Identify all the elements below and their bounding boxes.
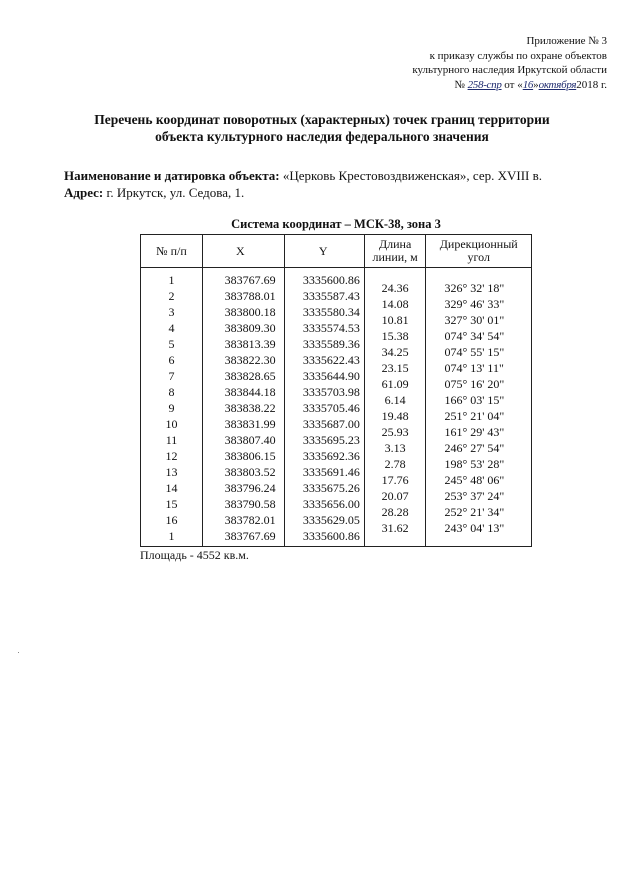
title-line-2: объекта культурного наследия федерального значения — [155, 129, 489, 144]
x-coordinate: 383828.65 — [224, 369, 276, 383]
point-number: 13 — [165, 465, 178, 479]
line-length: 2.78 — [384, 457, 406, 471]
point-number: 4 — [168, 321, 175, 335]
direction-angle: 166° 03' 15" — [444, 393, 505, 407]
line-length: 3.13 — [384, 441, 406, 455]
x-value-list — [203, 272, 276, 544]
point-number: 15 — [165, 497, 178, 511]
order-number-handwritten: 258-спр — [467, 78, 502, 91]
x-coordinate: 383831.99 — [224, 417, 276, 431]
header-length-line-1: Длина — [378, 237, 412, 251]
x-coordinate: 383822.30 — [224, 353, 276, 367]
point-number: 6 — [168, 353, 175, 367]
column-point-numbers — [141, 268, 203, 547]
point-number: 10 — [165, 417, 178, 431]
line-length: 34.25 — [381, 345, 409, 359]
angle-value-list — [426, 272, 531, 536]
appendix-line-2: к приказу службы по охране объектов — [429, 49, 607, 62]
y-coordinate: 3335600.86 — [302, 273, 360, 287]
direction-angle: 252° 21' 34" — [444, 505, 505, 519]
x-coordinate: 383800.18 — [224, 305, 276, 319]
object-name-label: Наименование и датировка объекта: — [64, 168, 280, 183]
y-coordinate: 3335692.36 — [302, 449, 360, 463]
direction-angle: 253° 37' 24" — [444, 489, 505, 503]
point-number: 2 — [168, 289, 175, 303]
coordinates-table — [140, 234, 532, 547]
document-title — [40, 111, 604, 145]
direction-angle: 246° 27' 54" — [444, 441, 505, 455]
order-day-handwritten: 16 — [522, 78, 534, 91]
order-month-sep: » — [533, 78, 539, 91]
y-coordinate: 3335580.34 — [302, 305, 360, 319]
y-coordinate: 3335622.43 — [302, 353, 360, 367]
object-info — [64, 167, 542, 201]
direction-angle: 327° 30' 01" — [444, 313, 505, 327]
table-body-row — [141, 268, 532, 547]
x-coordinate: 383782.01 — [224, 513, 276, 527]
direction-angle: 074° 13' 11" — [444, 361, 504, 375]
x-coordinate: 383844.18 — [224, 385, 276, 399]
column-y — [284, 268, 364, 547]
point-number-list — [141, 272, 202, 544]
direction-angle: 075° 16' 20" — [444, 377, 505, 391]
point-number: 16 — [165, 513, 178, 527]
order-month-handwritten: октября — [538, 78, 577, 91]
line-length: 24.36 — [381, 281, 409, 295]
appendix-line-3: культурного наследия Иркутской области — [412, 64, 607, 76]
header-angle-line-2: угол — [467, 250, 490, 264]
line-length: 28.28 — [381, 505, 409, 519]
direction-angle: 326° 32' 18" — [444, 281, 505, 295]
object-address-label: Адрес: — [64, 185, 104, 200]
column-length — [364, 268, 426, 547]
x-coordinate: 383838.22 — [224, 401, 276, 415]
y-coordinate: 3335691.46 — [302, 465, 360, 479]
point-number: 5 — [168, 337, 175, 351]
object-address-value: г. Иркутск, ул. Седова, 1. — [103, 185, 245, 200]
y-coordinate: 3335600.86 — [302, 529, 360, 543]
point-number: 12 — [165, 449, 178, 463]
x-coordinate: 383809.30 — [224, 321, 276, 335]
line-length: 14.08 — [381, 297, 409, 311]
line-length: 61.09 — [381, 377, 409, 391]
x-coordinate: 383767.69 — [224, 529, 276, 543]
x-coordinate: 383767.69 — [224, 273, 276, 287]
y-coordinate: 3335629.05 — [302, 513, 360, 527]
appendix-order-line — [412, 78, 607, 93]
appendix-line-1: Приложение № 3 — [526, 35, 607, 47]
y-coordinate: 3335644.90 — [302, 369, 360, 383]
point-number: 3 — [168, 305, 175, 319]
header-length — [364, 235, 426, 268]
y-coordinate: 3335675.26 — [302, 481, 360, 495]
column-angle — [426, 268, 532, 547]
length-value-list — [365, 272, 426, 536]
line-length: 25.93 — [381, 425, 409, 439]
direction-angle: 245° 48' 06" — [444, 473, 505, 487]
direction-angle: 329° 46' 33" — [444, 297, 505, 311]
line-length: 15.38 — [381, 329, 409, 343]
x-coordinate: 383813.39 — [224, 337, 276, 351]
direction-angle: 243° 04' 13" — [444, 521, 505, 535]
y-coordinate: 3335695.23 — [302, 433, 360, 447]
x-coordinate: 383806.15 — [224, 449, 276, 463]
object-address-line — [64, 184, 542, 201]
point-number: 14 — [165, 481, 178, 495]
point-number: 11 — [165, 433, 178, 447]
point-number: 1 — [168, 529, 175, 543]
object-name-value: «Церковь Крестовоздвиженская», сер. XVIII в. — [279, 168, 543, 183]
scan-speck — [18, 652, 19, 653]
y-coordinate: 3335703.98 — [302, 385, 360, 399]
direction-angle: 074° 55' 15" — [444, 345, 505, 359]
header-angle-line-1: Дирекционный — [439, 237, 518, 251]
y-coordinate: 3335705.46 — [302, 401, 360, 415]
y-coordinate: 3335587.43 — [302, 289, 360, 303]
direction-angle: 251° 21' 04" — [444, 409, 505, 423]
y-coordinate: 3335574.53 — [302, 321, 360, 335]
y-coordinate: 3335589.36 — [302, 337, 360, 351]
table-header-row — [141, 235, 532, 268]
y-coordinate: 3335687.00 — [302, 417, 360, 431]
line-length: 17.76 — [381, 473, 409, 487]
title-line-1: Перечень координат поворотных (характерных) точек границ территории — [94, 112, 550, 127]
column-x — [202, 268, 284, 547]
area-total: Площадь - 4552 кв.м. — [140, 548, 249, 562]
header-y: Y — [284, 235, 364, 268]
x-coordinate: 383796.24 — [224, 481, 276, 495]
header-angle — [426, 235, 532, 268]
header-length-line-2: линии, м — [372, 250, 418, 264]
line-length: 23.15 — [381, 361, 409, 375]
y-value-list — [285, 272, 360, 544]
header-point-number: № п/п — [141, 235, 203, 268]
x-coordinate: 383790.58 — [224, 497, 276, 511]
x-coordinate: 383788.01 — [224, 289, 276, 303]
point-number: 1 — [168, 273, 175, 287]
table-caption: Система координат – МСК-38, зона 3 — [231, 217, 441, 231]
direction-angle: 074° 34' 54" — [444, 329, 505, 343]
point-number: 9 — [168, 401, 175, 415]
line-length: 6.14 — [384, 393, 406, 407]
x-coordinate: 383803.52 — [224, 465, 276, 479]
line-length: 20.07 — [381, 489, 409, 503]
object-name-line — [64, 167, 542, 184]
appendix-header — [412, 34, 607, 92]
point-number: 8 — [168, 385, 175, 399]
direction-angle: 198° 53' 28" — [444, 457, 505, 471]
line-length: 19.48 — [381, 409, 409, 423]
order-prefix: № — [454, 78, 468, 91]
direction-angle: 161° 29' 43" — [444, 425, 505, 439]
header-x: X — [202, 235, 284, 268]
x-coordinate: 383807.40 — [224, 433, 276, 447]
y-coordinate: 3335656.00 — [302, 497, 360, 511]
order-from: от « — [501, 78, 523, 91]
line-length: 31.62 — [381, 521, 409, 535]
line-length: 10.81 — [381, 313, 409, 327]
point-number: 7 — [168, 369, 175, 383]
order-year: 2018 г. — [576, 78, 607, 91]
